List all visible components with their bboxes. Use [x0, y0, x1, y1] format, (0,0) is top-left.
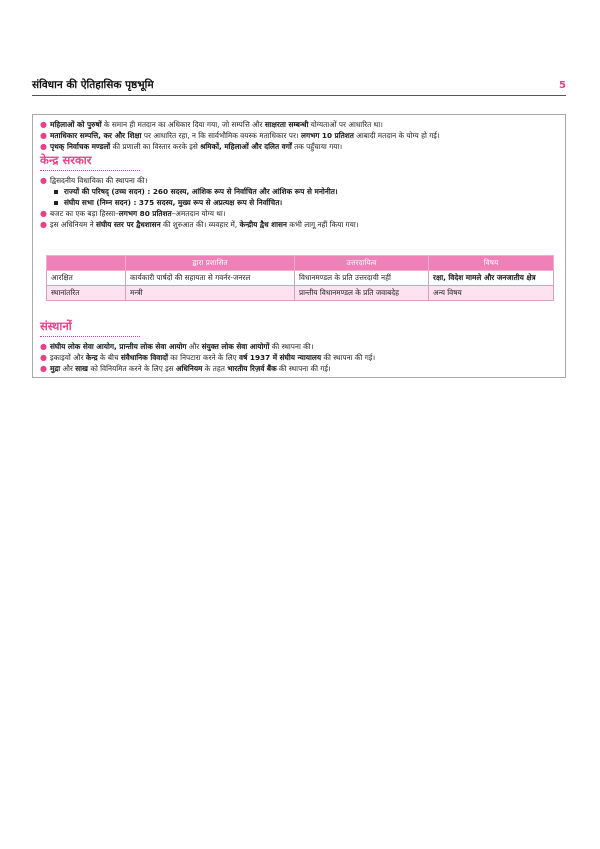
table-row	[47, 271, 554, 286]
chapter-title: संविधान की ऐतिहासिक पृष्ठभूमि	[32, 79, 154, 91]
bullet-icon: ●	[40, 120, 47, 129]
bullet-icon: ●	[40, 142, 47, 151]
central-govt-list	[40, 175, 560, 230]
list-item: ● महिलाओं को पुरुषों के समान ही मतदान का अधिकार दिया गया, जो सम्पत्ति और साक्षरता सम्बन्धी योग्यताओं पर आधारित था।	[40, 120, 383, 129]
table-header-cell: द्वारा प्रशासित	[126, 256, 295, 271]
table-header-row	[47, 256, 554, 271]
list-item: ● संघीय लोक सेवा आयोग, प्रान्तीय लोक सेवा आयोग और संयुक्त लोक सेवा आयोगों की स्थापना की।	[40, 342, 314, 351]
table-cell: मन्त्री	[126, 286, 295, 301]
bullet-icon: ●	[40, 342, 47, 351]
table-cell: आरक्षित	[47, 271, 126, 286]
square-bullet-icon	[54, 190, 58, 194]
table-cell: स्थानांतरित	[47, 286, 126, 301]
bullet-icon: ●	[40, 209, 47, 218]
content-box	[32, 114, 566, 378]
table-cell: कार्यकारी पार्षदों की सहायता से गवर्नर-जनरल	[126, 271, 295, 286]
bullet-icon: ●	[40, 131, 47, 140]
table-header-cell: उत्तरदायित्व	[295, 256, 429, 271]
page-header	[32, 78, 566, 96]
intro-list	[40, 119, 560, 152]
list-item: ● द्विसदनीय विधायिका की स्थापना की।	[40, 176, 148, 185]
sub-list-item: संघीय सभा (निम्न सदन) : 375 सदस्य, मुख्य रूप से अप्रत्यक्ष रूप से निर्वाचित।	[40, 197, 560, 208]
section-heading-institutions: संस्थानों	[40, 319, 72, 333]
section-underline	[40, 170, 140, 172]
square-bullet-icon	[54, 201, 58, 205]
list-item: ● इस अधिनियम ने संघीय स्तर पर द्वैधशासन की शुरुआत की। व्यवहार में, केन्द्रीय द्वैध शासन कभी लागू नहीं किया गया।	[40, 220, 359, 229]
table-cell: प्रान्तीय विधानमण्डल के प्रति जवाबदेह	[295, 286, 429, 301]
institutions-list	[40, 341, 560, 374]
sub-list-item: राज्यों की परिषद् (उच्च सदन) : 260 सदस्य, आंशिक रूप से निर्वाचित और आंशिक रूप से मनोनीत।	[40, 186, 560, 197]
list-item: ● बजट का एक बड़ा हिस्सा–लगभग 80 प्रतिशत–अमतदान योग्य था।	[40, 209, 226, 218]
list-item: ● मुद्रा और साख को विनियमित करने के लिए इस अधिनियम के तहत भारतीय रिज़र्व बैंक की स्थापना की गई।	[40, 364, 331, 373]
table-header-cell: विषय	[429, 256, 554, 271]
bullet-icon: ●	[40, 176, 47, 185]
list-item: ● इकाइयों और केन्द्र के बीच संवैधानिक विवादों का निपटारा करने के लिए वर्ष 1937 में संघीय न्यायालय की स्थापना की गई।	[40, 353, 376, 362]
table-header-cell	[47, 256, 126, 271]
section-heading-central-govt: केन्द्र सरकार	[40, 153, 92, 167]
administration-table	[46, 255, 554, 301]
table-cell: अन्य विषय	[429, 286, 554, 301]
table-row	[47, 286, 554, 301]
header-divider	[32, 95, 566, 96]
bullet-icon: ●	[40, 364, 47, 373]
bullet-icon: ●	[40, 220, 47, 229]
table-cell: विधानमण्डल के प्रति उत्तरदायी नहीं	[295, 271, 429, 286]
table-cell: रक्षा, विदेश मामले और जनजातीय क्षेत्र	[429, 271, 554, 286]
bullet-icon: ●	[40, 353, 47, 362]
section-underline	[40, 336, 140, 338]
page-number: 5	[559, 80, 566, 91]
list-item: ● पृथक् निर्वाचक मण्डलों की प्रणाली का विस्तार करके इसे श्रमिकों, महिलाओं और दलित वर्गों तक पहुँचाया गया।	[40, 142, 343, 151]
list-item: ● मताधिकार सम्पत्ति, कर और शिक्षा पर आधारित रहा, न कि सार्वभौमिक वयस्क मताधिकार पर। लगभग 10 प्रतिशत आबादी मतदान के योग्य हो गई।	[40, 131, 440, 140]
